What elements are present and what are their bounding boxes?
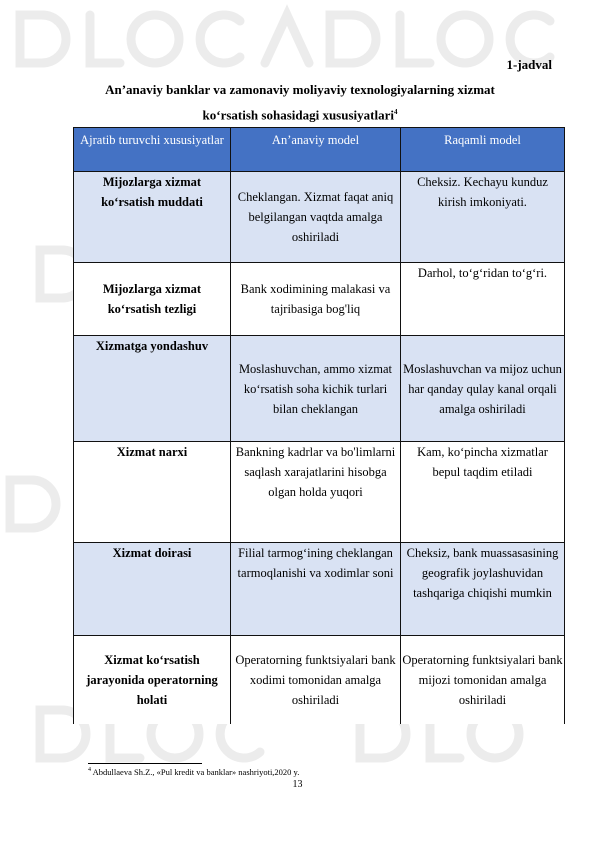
caption-footnote-ref: 4 <box>393 108 398 116</box>
row-feature: Mijozlarga xizmat ko‘rsatish tezligi <box>74 263 231 336</box>
row-digital: Kam, ko‘pincha xizmatlar bepul taqdim etiladi <box>401 442 565 543</box>
page-number: 13 <box>292 779 303 790</box>
row-digital: Darhol, to‘g‘ridan to‘g‘ri. <box>401 263 565 336</box>
footnote-divider <box>88 763 202 764</box>
footnote-number: 4 <box>88 767 91 774</box>
table-row <box>74 543 565 636</box>
table-label: 1-jadval <box>506 57 552 72</box>
header-digital-model: Raqamli model <box>401 128 565 172</box>
row-feature: Xizmatga yondashuv <box>74 336 231 442</box>
row-digital: Operatorning funktsiyalari bank mijozi tomonidan amalga oshiriladi <box>401 636 565 725</box>
caption-line-1: An’anaviy banklar va zamonaviy moliyaviy texnologiyalarning xizmat <box>105 82 495 97</box>
row-traditional: Bankning kadrlar va bo'limlarni saqlash xarajatlarini hisobga olgan holda yuqori <box>231 442 401 543</box>
caption-line-2-text: ko‘rsatish sohasidagi xususiyatlari <box>202 107 394 123</box>
table-row <box>74 263 565 336</box>
table-row <box>74 636 565 725</box>
header-features: Ajratib turuvchi xususiyatlar <box>74 128 231 172</box>
row-feature: Xizmat doirasi <box>74 543 231 636</box>
row-digital: Moslashuvchan va mijoz uchun har qanday qulay kanal orqali amalga oshiriladi <box>401 336 565 442</box>
footnote <box>88 767 299 777</box>
row-digital: Cheksiz, bank muassasasining geografik joylashuvidan tashqariga chiqishi mumkin <box>401 543 565 636</box>
header-traditional-model: An’anaviy model <box>231 128 401 172</box>
table-row <box>74 172 565 263</box>
row-traditional: Moslashuvchan, ammo xizmat ko‘rsatish soha kichik turlari bilan cheklangan <box>231 336 401 442</box>
table-row <box>74 336 565 442</box>
caption-line-2 <box>60 101 540 126</box>
comparison-table <box>73 127 565 724</box>
row-feature: Mijozlarga xizmat ko‘rsatish muddati <box>74 172 231 263</box>
footnote-text: Abdullaeva Sh.Z., «Pul kredit va banklar» nashriyoti,2020 y. <box>92 767 300 777</box>
table-row <box>74 442 565 543</box>
table-header-row <box>74 128 565 172</box>
row-traditional: Filial tarmog‘ining cheklangan tarmoqlanishi va xodimlar soni <box>231 543 401 636</box>
row-digital: Cheksiz. Kechayu kunduz kirish imkoniyati. <box>401 172 565 263</box>
row-traditional: Bank xodimining malakasi va tajribasiga bog'liq <box>231 263 401 336</box>
row-feature: Xizmat narxi <box>74 442 231 543</box>
row-traditional: Operatorning funktsiyalari bank xodimi tomonidan amalga oshiriladi <box>231 636 401 725</box>
table-caption <box>60 79 540 126</box>
row-traditional: Cheklangan. Xizmat faqat aniq belgilangan vaqtda amalga oshiriladi <box>231 172 401 263</box>
row-feature: Xizmat ko‘rsatish jarayonida operatorning holati <box>74 636 231 725</box>
